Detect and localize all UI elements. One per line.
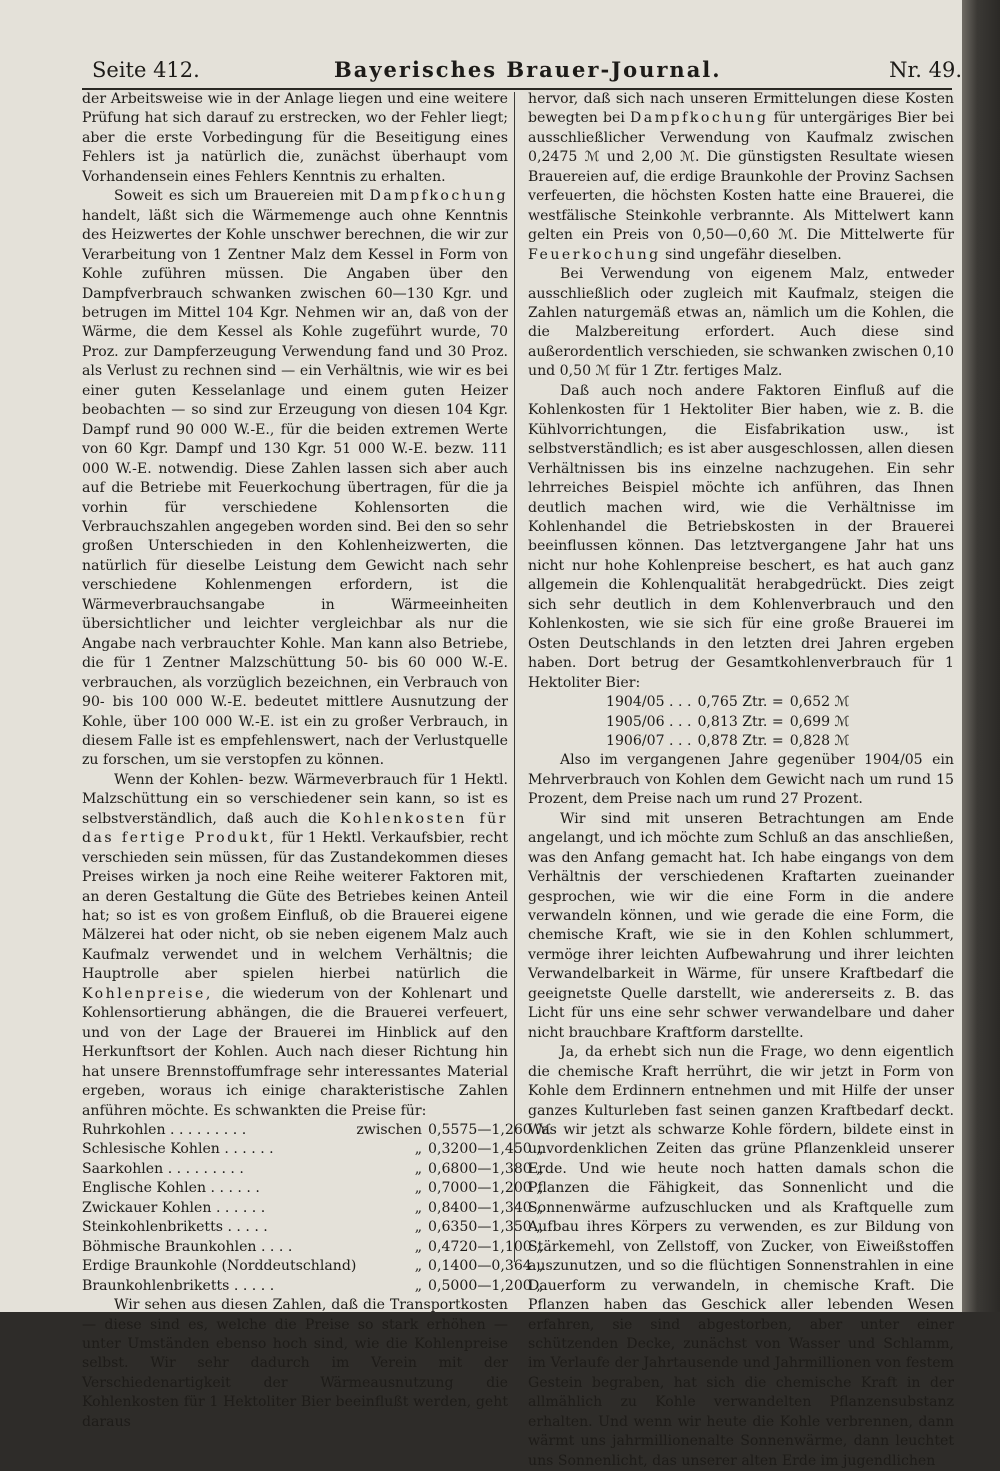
price-val: 0,5575—1,260 ℳ xyxy=(428,1122,552,1139)
price-name: Schlesische Kohlen . . . . . . xyxy=(82,1141,274,1158)
consumption-table xyxy=(606,693,856,751)
year-b: 0,699 ℳ xyxy=(789,713,850,730)
text-run: sind ungefähr dieselben. xyxy=(660,246,842,263)
price-name: Ruhrkohlen . . . . . . . . . xyxy=(82,1122,247,1139)
table-row xyxy=(82,1238,551,1257)
price-pre: „ xyxy=(414,1199,422,1216)
journal-title: Bayerisches Brauer-Journal. xyxy=(334,57,722,82)
coal-price-table xyxy=(82,1121,551,1296)
spaced-emphasis: Dampfkochung xyxy=(369,188,508,205)
table-row xyxy=(82,1140,551,1159)
text-run: für untergäriges Bier bei ausschließlicher Verwendung von Kaufmalz zwischen 0,2475 ℳ und 2,00 ℳ. Die günstigsten Resultate wiesen Brauereien auf, die erdige Braunkohle der Provinz Sachsen verfeuerten, die höchsten Kosten hatte eine Brauerei, die westfälische Steinkohle verbrannte. Als Mittelwert kann gelten ein Preis von 0,50—0,60 ℳ. Die Mittelwerte für xyxy=(528,110,954,244)
text-run: handelt, läßt sich die Wärmemenge auch ohne Kenntnis des Heizwertes der Kohle unschwer berechnen, die wir zur Verarbeitung von 1 Zentner Malz dem Kessel in Form von Kohle zuführen müssen. Die Angaben über den Dampfverbrauch schwanken zwischen 60—130 Kgr. und betrugen im Mittel 104 Kgr. Nehmen wir an, daß von der Wärme, die dem Kessel als Kohle zugeführt wurde, 70 Proz. zur Dampferzeugung Verwendung fand und 30 Proz. als Verlust zu rechnen sind — ein Verhältnis, wie wir es bei einer guten Kesselanlage und einem guten Heizer beobachten — so sind zur Erzeugung von diesen 104 Kgr. Dampf rund 90 000 W.-E., für die beiden extremen Werte von 60 Kgr. Dampf und 130 Kgr. 51 000 W.-E. bezw. 111 000 W.-E. notwendig. Diese Zahlen lassen sich aber auch auf die Betriebe mit Feuerkochung übertragen, für die ja vorhin für verschiedene Kohlensorten die Verbrauchszahlen angegeben worden sind. Bei den so sehr großen Unterschieden in den Kohlenheizwerten, die natürlich für dieselbe Leistung dem Gewicht nach sehr verschiedene Kohlenmengen erfordern, ist die Wärmeverbrauchsangabe in Wärmeeinheiten übersichtlicher und leichter vergleichbar als nur die Angabe nach verbrauchter Kohle. Man kann also Betriebe, die für 1 Zentner Malzschüttung 50- bis 60 000 W.-E. verbrauchen, als vorzüglich bezeichnen, ein Verbrauch von 90- bis 100 000 W.-E. bedeutet mittlere Ausnutzung der Kohle, über 100 000 W.-E. ist ein zu großer Verbrauch, in diesem Falle ist es empfehlenswert, nach der Verlustquelle zu forschen, um sie verstopfen zu können. xyxy=(82,207,508,769)
price-name: Steinkohlenbriketts . . . . . xyxy=(82,1219,268,1236)
price-name: Böhmische Braunkohlen . . . . xyxy=(82,1238,293,1255)
text-run: hervor, daß sich nach unseren Ermittelungen diese Kosten bewegten bei xyxy=(528,91,954,127)
year-b: 0,652 ℳ xyxy=(789,694,850,711)
year-b: 0,828 ℳ xyxy=(789,732,850,749)
price-val: 0,7000—1,200 „ xyxy=(428,1180,544,1197)
table-row xyxy=(82,1160,551,1179)
year-y: 1905/06 . . . xyxy=(606,713,692,730)
year-a: 0,765 Ztr. = xyxy=(697,694,784,711)
paragraph: Bei Verwendung von eigenem Malz, entweder ausschließlich oder zugleich mit Kaufmalz, steigen die Zahlen naturgemäß etwas an, nämlich um die Kohlen, die die Malzbereitung erfordert. Auch diese sind außerordentlich verschieden, sie schwanken zwischen 0,10 und 0,50 ℳ für 1 Ztr. fertiges Malz. xyxy=(528,266,954,380)
price-val: 0,6800—1,380 „ xyxy=(428,1160,544,1177)
column-divider xyxy=(514,92,515,1262)
page-number: Seite 412. xyxy=(92,58,200,82)
paragraph: Wir sind mit unseren Betrachtungen am Ende angelangt, und ich möchte zum Schluß an das anschließen, was den Anfang gemacht hat. Ich habe eingangs von dem Verhältnis der verschiedenen Kraftarten zueinander gesprochen, wie wir die eine Form in die andere verwandeln können, und wie gerade die eine Form, die chemische Kraft, wie sie in den Kohlen schlummert, vermöge ihrer leichten Aufbewahrung und ihrer leichten Verwandelbarkeit in Wärme, für unsere Kraftbedarf die geeignetste Quelle darstellt, wie andererseits z. B. das Licht für uns eine sehr schwer verwandelbare und daher nicht brauchbare Kraftform darstellte. xyxy=(528,810,954,1041)
year-a: 0,813 Ztr. = xyxy=(697,713,784,730)
paragraph: Daß auch noch andere Faktoren Einfluß auf die Kohlenkosten für 1 Hektoliter Bier haben, wie z. B. die Kühlvorrichtungen, die Eisfabrikation usw., ist selbstverständlich; es ist aber ausgeschlossen, allen diesen Verhältnissen bis ins einzelne nachzugehen. Ein sehr lehrreiches Beispiel möchte ich anführen, das Ihnen deutlich machen wird, wie die Verhältnisse im Kohlenhandel die Betriebskosten in der Brauerei beeinflussen können. Das letztvergangene Jahr hat uns nicht nur hohe Kohlenpreise beschert, es hat auch ganz allgemein die Kohlenqualität herabgedrückt. Dies zeigt sich sehr deutlich in dem Kohlenverbrauch und den Kohlenkosten, wie sie sich für eine große Brauerei im Osten Deutschlands in den letzten drei Jahren ergeben haben. Dort betrug der Gesamtkohlenverbrauch für 1 Hektoliter Bier: xyxy=(528,382,954,691)
paragraph xyxy=(82,187,508,771)
spaced-emphasis: Dampfkochung xyxy=(630,110,769,127)
issue-number: Nr. 49. xyxy=(889,58,962,82)
paragraph xyxy=(528,90,954,265)
price-pre: „ xyxy=(414,1141,422,1158)
spaced-emphasis: Kohlenkosten für das fertige Produkt, xyxy=(82,810,508,847)
price-val: 0,6350—1,350 „ xyxy=(428,1219,544,1236)
text-run: Soweit es sich um Brauereien mit xyxy=(114,188,370,205)
year-a: 0,878 Ztr. = xyxy=(697,732,784,749)
price-pre: „ xyxy=(414,1258,422,1275)
year-y: 1904/05 . . . xyxy=(606,694,692,711)
price-pre: „ xyxy=(414,1277,422,1294)
page-header xyxy=(82,56,962,88)
price-pre: „ xyxy=(414,1238,422,1255)
price-name: Englische Kohlen . . . . . . xyxy=(82,1180,260,1197)
table-row xyxy=(82,1277,551,1296)
text-run: für 1 Hektl. Verkaufsbier, recht verschieden sein müssen, für das Zustandekommen dieses Preises wirken ja noch eine Reihe weiterer Faktoren mit, an deren Gestaltung die Güte des Betriebes keinen Anteil hat; so ist es von großem Einfluß, ob die Brauerei eigene Mälzerei hat oder nicht, ob sie neben eigenem Malz auch Kaufmalz verwendet und in welchem Verhältnis; die Hauptrolle aber spielen hierbei natürlich die xyxy=(82,830,509,983)
price-name: Zwickauer Kohlen . . . . . . xyxy=(82,1199,266,1216)
text-run: Wenn der Kohlen- bezw. Wärmeverbrauch für 1 Hektl. Malzschüttung ein so verschiedener sein kann, so ist es selbstverständlich, daß auch die xyxy=(82,771,508,827)
table-row xyxy=(82,1218,551,1237)
price-name: Erdige Braunkohle (Norddeutschland) xyxy=(82,1258,357,1275)
table-row xyxy=(606,693,856,712)
text-run: die wiederum von der Kohlenart und Kohlensortierung abhängen, die die Brauerei verfeuert, und von der Lage der Brauerei im Hinblick auf den Herkunftsort der Kohlen. Auch nach dieser Richtung hin hat unsere Brennstoffumfrage sehr interessantes Material ergeben, woraus ich einige charakteristische Zahlen anführen möchte. Es schwankten die Preise für: xyxy=(82,985,508,1119)
left-column xyxy=(82,90,552,1432)
spaced-emphasis: Kohlenpreise, xyxy=(82,985,213,1002)
price-name: Braunkohlenbriketts . . . . . xyxy=(82,1277,275,1294)
right-column xyxy=(528,90,954,1471)
table-row xyxy=(606,713,856,732)
price-name: Saarkohlen . . . . . . . . . xyxy=(82,1160,244,1177)
price-val: 0,5000—1,200 „ xyxy=(428,1277,544,1294)
table-row xyxy=(82,1257,551,1276)
price-pre: zwischen xyxy=(356,1122,422,1139)
price-pre: „ xyxy=(414,1219,422,1236)
paragraph xyxy=(82,771,508,1121)
table-row xyxy=(82,1121,551,1140)
table-row xyxy=(606,732,856,751)
price-pre: „ xyxy=(414,1160,422,1177)
price-val: 0,1400—0,364 „ xyxy=(428,1258,544,1275)
paragraph: der Arbeitsweise wie in der Anlage liegen und eine weitere Prüfung hat sich darauf zu erstrecken, wo der Fehler liegt; aber die erste Vorbedingung für die Beseitigung eines Fehlers ist ja natürlich die, zunächst überhaupt vom Vorhandensein eines Fehlers Kenntnis zu erhalten. xyxy=(82,91,508,185)
paragraph: Also im vergangenen Jahre gegenüber 1904/05 ein Mehrverbrauch von Kohlen dem Gewicht nach um rund 15 Prozent, dem Preise nach um rund 27 Prozent. xyxy=(528,752,954,808)
table-row xyxy=(82,1199,551,1218)
paragraph: Ja, da erhebt sich nun die Frage, wo denn eigentlich die chemische Kraft herrührt, die wir jetzt in Form von Kohle dem Erdinnern entnehmen und mit Hilfe der unser ganzes Kulturleben fast seinen ganzen Kraftbedarf deckt. Was wir jetzt als schwarze Kohle fördern, bildete einst in unvordenklichen Zeiten das grüne Pflanzenkleid unserer Erde. Und wie heute noch hatten damals schon die Pflanzen die Fähigkeit, das Sonnenlicht und die Sonnenwärme aufzuschlucken und als Kraftquelle zum Aufbau ihres Körpers zu verwenden, es zur Bildung von Stärkemehl, von Zellstoff, von Zucker, von Eiweißstoffen auszunutzen, und so die flüchtigen Sonnenstrahlen in eine Dauerform zu verwandeln, in chemische Kraft. Die Pflanzen haben das Geschick aller lebenden Wesen erfahren, sie sind abgestorben, aber unter einer schützenden Decke, zunächst von Wasser und Schlamm, im Verlaufe der Jahrtausende und Jahrmillionen von festem Gestein begraben, hat sich die chemische Kraft in der allmählich zu Kohle verwandelten Pflanzensubstanz erhalten. Und wenn wir heute die Kohle verbrennen, dann wärmt uns jahrmillionenalte Sonnenwärme, dann leuchtet uns Sonnenlicht, das unserer alten Erde im jugendlichen xyxy=(528,1044,954,1469)
spaced-emphasis: Feuerkochung xyxy=(528,246,661,263)
price-val: 0,3200—1,450 „ xyxy=(428,1141,544,1158)
price-val: 0,8400—1,340 „ xyxy=(428,1199,544,1216)
price-val: 0,4720—1,100 „ xyxy=(428,1238,544,1255)
year-y: 1906/07 . . . xyxy=(606,732,692,749)
page-edge-shadow xyxy=(962,0,1000,1312)
table-row xyxy=(82,1179,551,1198)
price-pre: „ xyxy=(414,1180,422,1197)
paragraph: Wir sehen aus diesen Zahlen, daß die Transportkosten — diese sind es, welche die Preise so stark erhöhen — unter Umständen ebenso hoch sind, wie die Kohlenpreise selbst. Wir sehr dadurch im Verein mit der Verschiedenartigkeit der Wärmeausnutzung die Kohlenkosten für 1 Hektoliter Bier beeinflußt werden, geht daraus xyxy=(82,1297,508,1430)
